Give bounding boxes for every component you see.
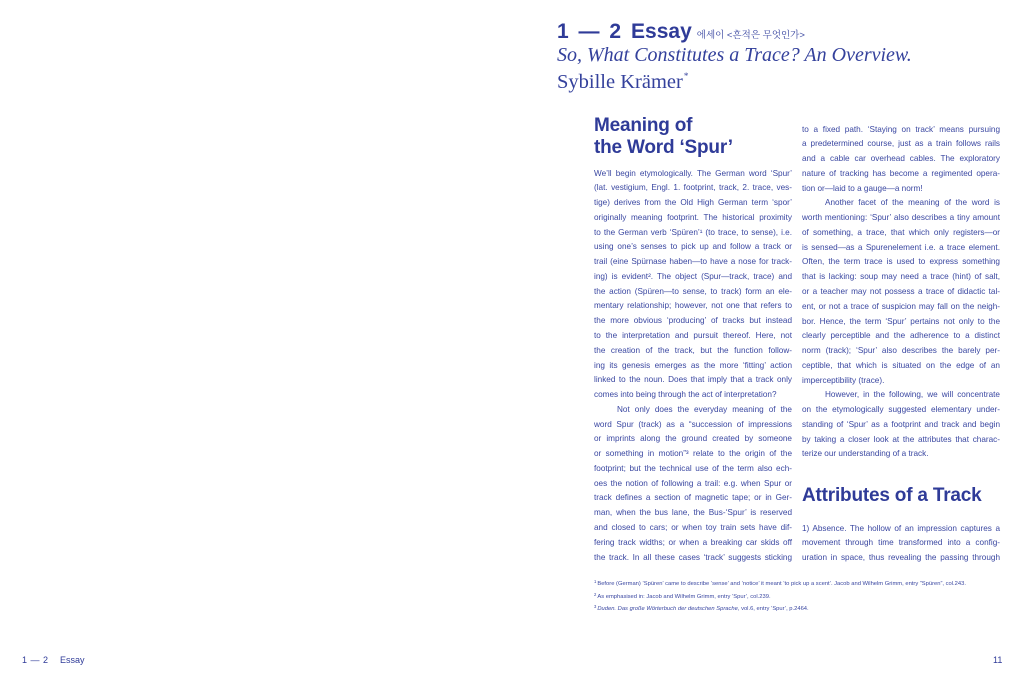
text-line: the track. In all these cases ‘track’ suggests sticking	[594, 552, 792, 562]
text-line: nature of tracking has become a regimented opera-	[802, 168, 1000, 178]
section-heading-attributes: Attributes of a Track	[802, 485, 982, 506]
footnote	[594, 602, 966, 615]
text-line: or imprints along the ground created by someone	[594, 434, 792, 444]
author-line	[557, 65, 688, 93]
text-line: oes the notion of following a trail: e.g. when Spur or	[594, 478, 792, 488]
text-line: originally meaning footprint. The historical proximity	[594, 212, 792, 222]
text-line: the more obvious ‘producing’ of tracks but instead	[594, 316, 792, 326]
text-line: mentary relationship; however, not one that refers to	[594, 301, 792, 311]
section-heading-meaning	[594, 115, 733, 159]
page-number: 11	[993, 655, 1003, 665]
text-line: Another facet of the meaning of the word is	[825, 198, 1000, 208]
footer-section-label: Essay	[60, 655, 85, 665]
text-line: worth mentioning: ‘Spur’ also describes a tiny amount	[802, 213, 1000, 223]
text-line: (lat. vestigium, Engl. 1. footprint, track, 2. trace, ves-	[594, 183, 792, 193]
footnote-text: , vol.6, entry ‘Spur’, p.2464.	[737, 606, 809, 613]
footnote-mark: 3	[594, 604, 597, 610]
author-footnote-mark: *	[683, 71, 689, 81]
text-line: imperceptibility (trace).	[802, 375, 885, 385]
text-line: trail (eine Spürnase haben—to have a nose for track-	[594, 257, 792, 267]
section-header	[557, 19, 805, 45]
footnote-mark: 2	[594, 591, 597, 597]
text-line: using one’s senses to pick up and follow a track or	[594, 242, 792, 252]
footnote	[594, 577, 966, 590]
text-line: standing of ‘Spur’ as a footprint and track and begin	[802, 419, 1000, 429]
heading-line: the Word ‘Spur’	[594, 137, 733, 158]
right-column-text-continued	[802, 522, 1000, 566]
text-line: bor. Hence, the term ‘Spur’ pertains not only to the	[802, 316, 1000, 326]
author-name: Sybille Krämer	[557, 71, 683, 93]
text-line: a predetermined course, just as a train follows rails	[802, 139, 1000, 149]
footer-section-number: 1 — 2	[22, 655, 49, 665]
text-line: terize our understanding of a track.	[802, 449, 929, 459]
text-line: tion or—laid to a gauge—a norm!	[802, 183, 923, 193]
text-line: ing its genesis emerges as the more ‘fitting’ action	[594, 360, 792, 370]
text-line: Often, the term trace is used to express something	[802, 257, 1000, 267]
text-line: tige) derives from the Old High German term ‘spor’	[594, 198, 792, 208]
text-line: linked to the noun. Does that imply that a track only	[594, 375, 792, 385]
text-line: word Spur (track) as a “succession of impressions	[594, 419, 792, 429]
text-line: ent, or not a trace of suspicion may fall on the neigh-	[802, 301, 1000, 311]
footnote-text: Before (German) ‘Spüren’ came to describe ‘sense’ and ‘notice’ it meant ‘to pick up a scent’. Jacob and Wilhelm Grimm, entry “Spüren”, col.243.	[597, 581, 966, 587]
text-line: track defines a section of magnetic tape; or in Ger-	[594, 493, 792, 503]
essay-title: So, What Constitutes a Trace? An Overview.	[557, 44, 912, 66]
paragraph	[802, 522, 1000, 566]
text-line: or something in motion”³ relate to the origin of the	[594, 449, 792, 459]
text-line: fering track widths; or when a breaking car skids off	[594, 537, 792, 547]
text-line: and a cable car overhead cables. The exploratory	[802, 154, 1000, 164]
footnote-text: As emphasised in: Jacob and Wilhelm Grimm, entry ‘Spur’, col.239.	[597, 593, 771, 600]
text-line: to the German verb ‘Spüren’¹ (to trace, to sense), i.e.	[594, 227, 792, 237]
text-line: the creation of the track, but the function follow-	[594, 345, 792, 355]
text-line: uration in space, thus revealing the passing through	[802, 553, 1000, 563]
paragraph	[594, 167, 792, 403]
text-line: We’ll begin etymologically. The German word ‘Spur’	[594, 168, 792, 178]
footnote-mark: 1	[594, 579, 597, 584]
korean-title: 에세이 <흔적은 무엇인가>	[696, 30, 805, 41]
text-line: the action (Spüren—to sense, to track) form an ele-	[594, 286, 792, 296]
text-line: movement through time transformed into a config-	[802, 538, 1000, 548]
section-label: Essay	[631, 20, 692, 43]
text-line: norm (track); ‘Spur’ also describes the barely per-	[802, 346, 1000, 356]
left-column-text	[594, 167, 792, 566]
text-line: Not only does the everyday meaning of the	[617, 404, 792, 414]
paragraph	[594, 403, 792, 565]
text-line: is sensed—as a Spurenelement i.e. a trace element.	[802, 242, 1000, 252]
text-line: and closed to cars; or when toy train sets have dif-	[594, 522, 792, 532]
text-line: man, when the bus lane, the Bus-‘Spur’ is reserved	[594, 508, 792, 518]
text-line: by taking a closer look at the attributes that charac-	[802, 434, 1000, 444]
text-line: or a teacher may not possess a trace of didactic tal-	[802, 287, 1000, 297]
heading-line: Meaning of	[594, 115, 693, 136]
text-line: ceptible, that which is situated on the edge of an	[802, 360, 1000, 370]
text-line: footprint; but the technical use of the term also ech-	[594, 463, 792, 473]
text-line: to the interpretation and pursuit thereof. Here, not	[594, 331, 792, 341]
text-line: 1) Absence. The hollow of an impression captures a	[802, 523, 1000, 533]
text-line: of something, a trace, that which only registers—or	[802, 227, 1000, 237]
footnotes	[594, 577, 966, 615]
text-line: on the etymologically suggested elementary under-	[802, 405, 1000, 415]
paragraph	[802, 388, 1000, 462]
text-line: ing) is evident². The object (Spur—track, trace) and	[594, 271, 792, 281]
footnote-book-title: Duden. Das große Wörterbuch der deutschen Sprache	[597, 606, 738, 613]
paragraph	[802, 196, 1000, 388]
text-line: that is lacking: soup may need a trace (hint) of salt,	[802, 272, 1000, 282]
right-column-text	[802, 123, 1000, 463]
section-number: 1 — 2	[557, 20, 624, 43]
text-line: clearly perceptible and the adherence to a distinct	[802, 331, 1000, 341]
text-line: However, in the following, we will concentrate	[825, 390, 1000, 400]
text-line: to a fixed path. ‘Staying on track’ means pursuing	[802, 124, 1000, 134]
text-line: comes into being through the act of interpretation?	[594, 390, 777, 400]
paragraph	[802, 123, 1000, 197]
footnote	[594, 590, 966, 603]
